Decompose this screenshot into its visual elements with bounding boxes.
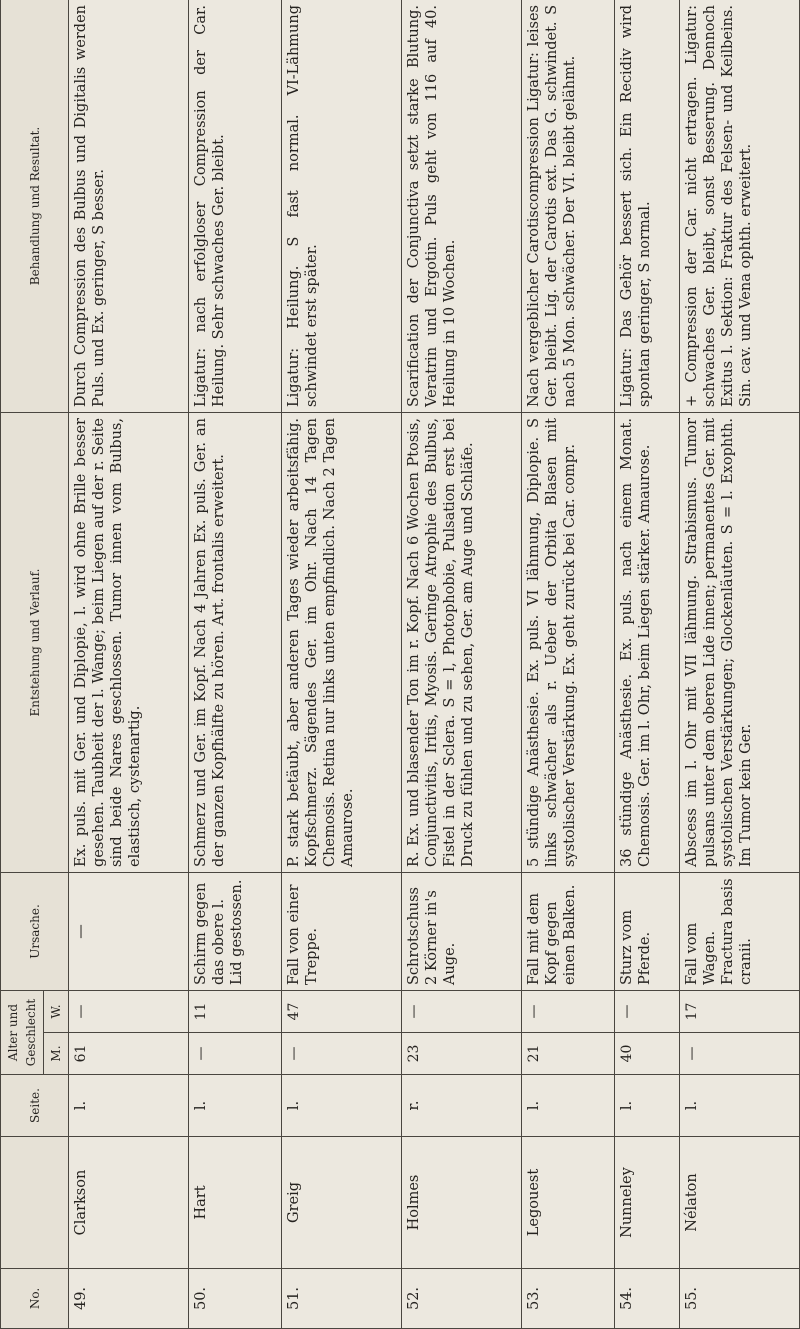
row-w: — <box>69 991 189 1033</box>
row-page: l. <box>281 1075 401 1137</box>
row-course: 36 stündige Anästhesie. Ex. puls. nach einem Monat. Chemosis. Ger. im l. Ohr, beim Liegen stärker. Amaurose. <box>614 413 679 873</box>
table-row <box>401 0 521 1329</box>
row-course: Ex. puls. mit Ger. und Diplopie, l. wird ohne Brille besser gesehen. Taubheit der l. Wange; beim Liegen auf der r. Seite sind beide Nares geschlossen. Tumor innen vom Bulbus, elastisch, cystenartig. <box>69 413 189 873</box>
row-w: 47 <box>281 991 401 1033</box>
row-w: 11 <box>189 991 282 1033</box>
table-row <box>679 0 799 1329</box>
row-no: 54. <box>614 1269 679 1329</box>
table-row <box>69 0 189 1329</box>
row-course: R. Ex. und blasender Ton im r. Kopf. Nach 6 Wochen Ptosis, Conjunctivitis, Iritis, Myosis. Geringe Atrophie des Bulbus, Fistel in der Sclera. S = l, Photophobie, Pulsation erst bei Druck zu fühlen und zu sehen, Ger. am Auge und Schläfe. <box>401 413 521 873</box>
header-age-sex: Alter und Geschlecht <box>1 991 44 1075</box>
row-treatment: Ligatur: Heilung. S fast normal. VI-Lähmung schwindet erst später. <box>281 0 401 413</box>
row-course: 5 stündige Anästhesie. Ex. puls. VI lähmung, Diplopie. S links schwächer als r. Ueber der Orbita Blasen mit systolischer Verstärkung. Ex. geht zurück bei Car. compr. <box>521 413 614 873</box>
row-m: — <box>281 1033 401 1075</box>
header-cause: Ursache. <box>1 873 69 991</box>
row-no: 55. <box>679 1269 799 1329</box>
header-course: Entstehung und Verlauf. <box>1 413 69 873</box>
header-treatment: Behandlung und Resultat. <box>1 0 69 413</box>
row-author: Nélaton <box>679 1137 799 1269</box>
row-no: 51. <box>281 1269 401 1329</box>
row-cause: Fall mit dem Kopf gegen einen Balken. <box>521 873 614 991</box>
row-cause: — <box>69 873 189 991</box>
header-m: M. <box>44 1033 69 1075</box>
row-w: — <box>521 991 614 1033</box>
row-w: — <box>614 991 679 1033</box>
row-treatment: Durch Compression des Bulbus und Digitalis werden Puls. und Ex. geringer, S besser. <box>69 0 189 413</box>
row-no: 49. <box>69 1269 189 1329</box>
row-w: 17 <box>679 991 799 1033</box>
table-row <box>521 0 614 1329</box>
row-m: 23 <box>401 1033 521 1075</box>
header-author <box>1 1137 69 1269</box>
row-treatment: + Compression der Car. nicht ertragen. Ligatur: schwaches Ger. bleibt, sonst Besserung. Dennoch Exitus l. Sektion: Fraktur des Felsen- und Keilbeins. Sin. cav. und Vena ophth. erweitert. <box>679 0 799 413</box>
row-no: 52. <box>401 1269 521 1329</box>
row-m: 21 <box>521 1033 614 1075</box>
row-page: l. <box>189 1075 282 1137</box>
table-row <box>614 0 679 1329</box>
row-author: Nunneley <box>614 1137 679 1269</box>
header-no: No. <box>1 1269 69 1329</box>
table-row <box>189 0 282 1329</box>
row-treatment: Ligatur: Das Gehör bessert sich. Ein Recidiv wird spontan geringer, S normal. <box>614 0 679 413</box>
row-page: l. <box>69 1075 189 1137</box>
row-m: — <box>189 1033 282 1075</box>
row-cause: Fall vom Wagen. Fractura basis cranii. <box>679 873 799 991</box>
row-m: — <box>679 1033 799 1075</box>
row-cause: Sturz vom Pferde. <box>614 873 679 991</box>
row-treatment: Scarification der Conjunctiva setzt starke Blutung. Veratrin und Ergotin. Puls geht von 116 auf 40. Heilung in 10 Wochen. <box>401 0 521 413</box>
table-row <box>281 0 401 1329</box>
row-page: l. <box>614 1075 679 1137</box>
row-author: Greig <box>281 1137 401 1269</box>
row-w: — <box>401 991 521 1033</box>
row-page: l. <box>521 1075 614 1137</box>
row-author: Holmes <box>401 1137 521 1269</box>
header-page: Seite. <box>1 1075 69 1137</box>
row-treatment: Nach vergeblicher Carotiscompression Ligatur: leises Ger. bleibt. Lig. der Carotis ext. Das G. schwindet. S nach 5 Mon. schwächer. Der VI. bleibt gelähmt. <box>521 0 614 413</box>
row-page: l. <box>679 1075 799 1137</box>
row-course: Schmerz und Ger. im Kopf. Nach 4 Jahren Ex. puls. Ger. an der ganzen Kopfhälfte zu hören. Art. frontalis erweitert. <box>189 413 282 873</box>
header-w: W. <box>44 991 69 1033</box>
row-no: 50. <box>189 1269 282 1329</box>
row-m: 40 <box>614 1033 679 1075</box>
row-no: 53. <box>521 1269 614 1329</box>
row-course: P. stark betäubt, aber anderen Tages wieder arbeitsfähig. Kopfschmerz. Sägendes Ger. im Ohr. Nach 14 Tagen Chemosis. Retina nur links unten empfindlich. Nach 2 Tagen Amaurose. <box>281 413 401 873</box>
row-page: r. <box>401 1075 521 1137</box>
row-cause: Schirm gegen das obere l. Lid gestossen. <box>189 873 282 991</box>
row-treatment: Ligatur: nach erfolgloser Compression der Car. Heilung. Sehr schwaches Ger. bleibt. <box>189 0 282 413</box>
row-m: 61 <box>69 1033 189 1075</box>
row-author: Clarkson <box>69 1137 189 1269</box>
row-cause: Schrotschuss 2 Körner in's Auge. <box>401 873 521 991</box>
row-cause: Fall von einer Treppe. <box>281 873 401 991</box>
row-author: Legouest <box>521 1137 614 1269</box>
row-author: Hart <box>189 1137 282 1269</box>
row-course: Abscess im l. Ohr mit VII lähmung. Strabismus. Tumor pulsans unter dem oberen Lide innen; permanentes Ger. mit systolischen Verstärkungen; Glockenläuten. S = l. Exophth. Im Tumor kein Ger. <box>679 413 799 873</box>
